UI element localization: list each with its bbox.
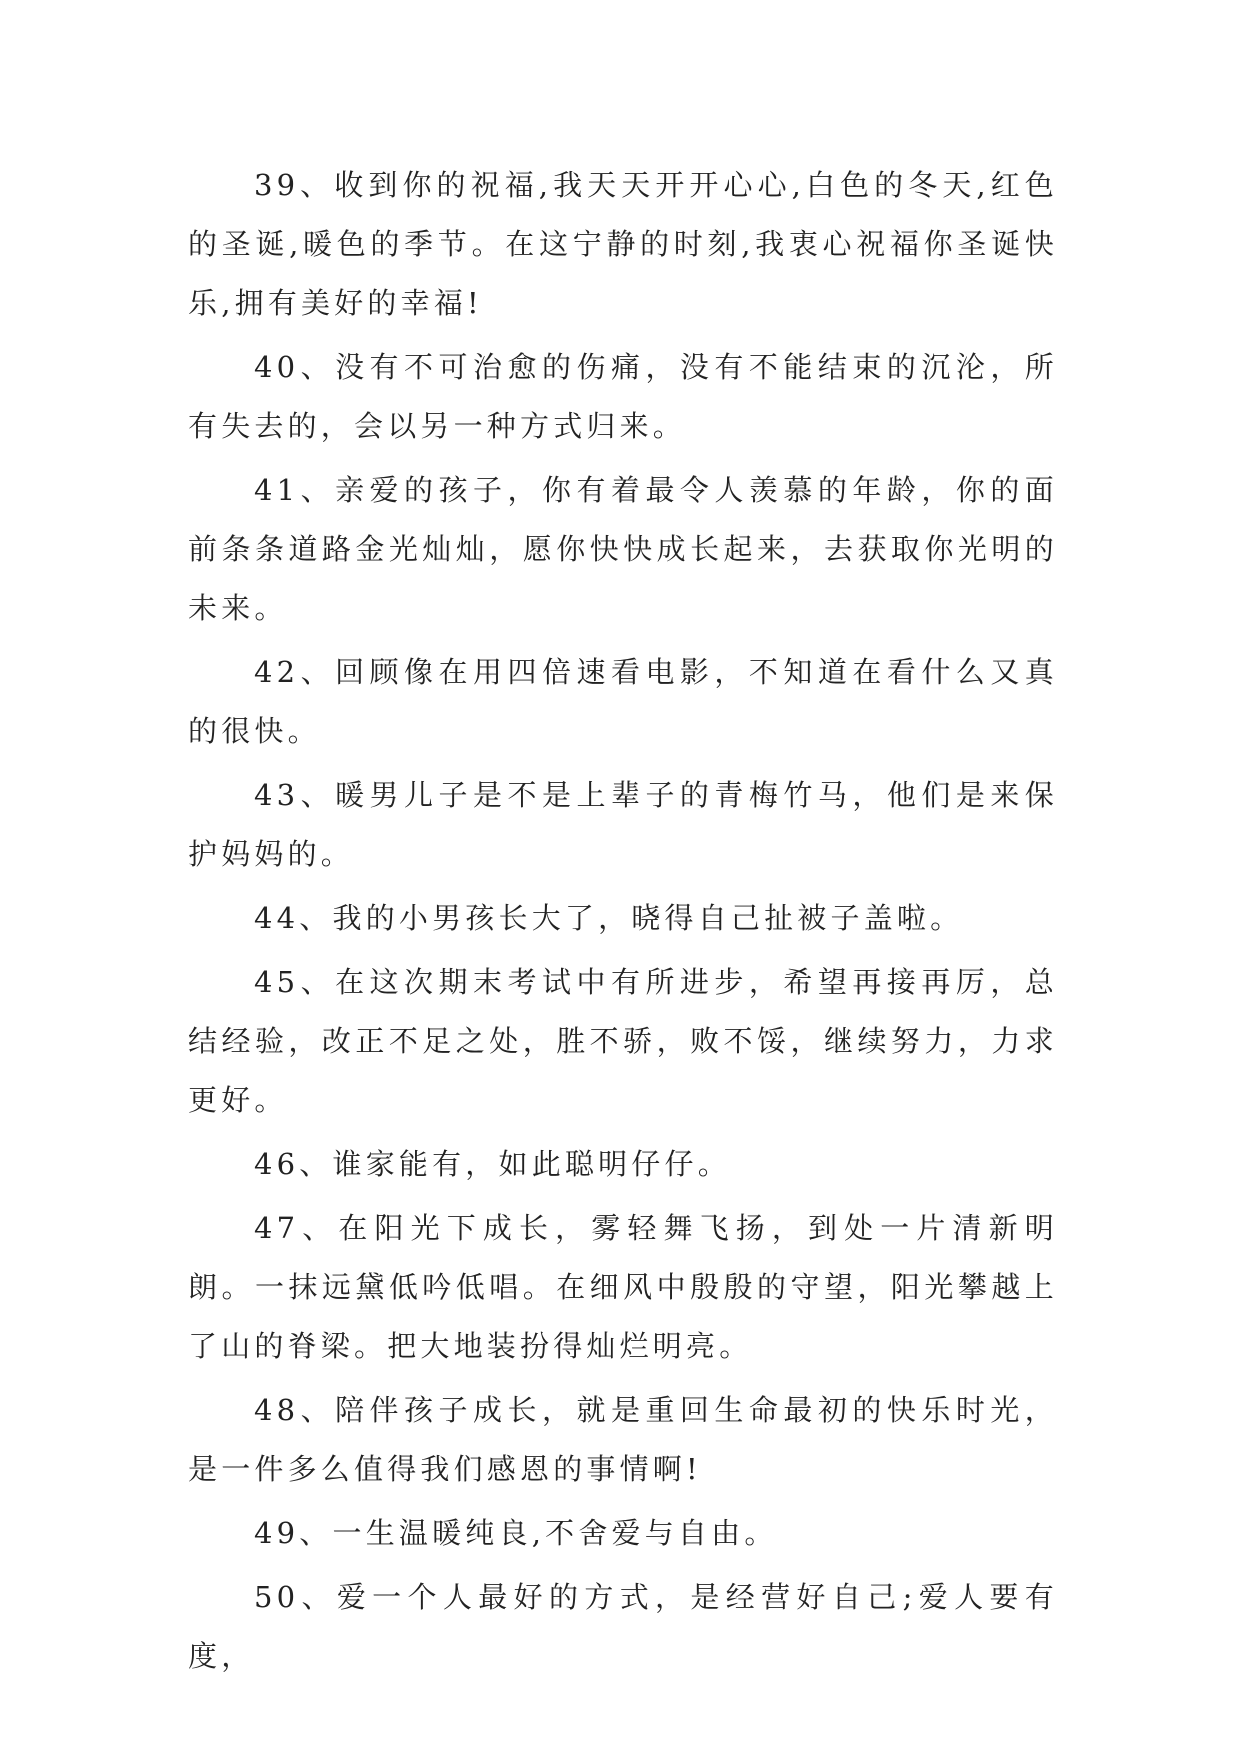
paragraph-47: 47、在阳光下成长，雾轻舞飞扬，到处一片清新明朗。一抹远黛低吟低唱。在细风中殷殷的守望，阳光攀越上了山的脊梁。把大地装扮得灿烂明亮。 [188, 1211, 1058, 1363]
paragraph-42: 42、回顾像在用四倍速看电影，不知道在看什么又真的很快。 [188, 655, 1058, 748]
document-body [188, 156, 1058, 1691]
paragraph-41: 41、亲爱的孩子，你有着最令人羡慕的年龄，你的面前条条道路金光灿灿，愿你快快成长起来，去获取你光明的未来。 [188, 473, 1058, 625]
paragraph-40: 40、没有不可治愈的伤痛，没有不能结束的沉沦，所有失去的，会以另一种方式归来。 [188, 350, 1058, 443]
paragraph-43: 43、暖男儿子是不是上辈子的青梅竹马，他们是来保护妈妈的。 [188, 778, 1058, 871]
paragraph-50: 50、爱一个人最好的方式，是经营好自己;爱人要有度， [188, 1580, 1058, 1673]
paragraph-49: 49、一生温暖纯良,不舍爱与自由。 [254, 1516, 778, 1550]
paragraph-44: 44、我的小男孩长大了，晓得自己扯被子盖啦。 [254, 901, 964, 935]
paragraph-46: 46、谁家能有，如此聪明仔仔。 [254, 1147, 731, 1181]
paragraph-39: 39、收到你的祝福,我天天开开心心,白色的冬天,红色的圣诞,暖色的季节。在这宁静的时刻,我衷心祝福你圣诞快乐,拥有美好的幸福! [188, 168, 1058, 320]
paragraph-45: 45、在这次期末考试中有所进步，希望再接再厉，总结经验，改正不足之处，胜不骄，败不馁，继续努力，力求更好。 [188, 965, 1058, 1117]
paragraph-48: 48、陪伴孩子成长，就是重回生命最初的快乐时光，是一件多么值得我们感恩的事情啊! [188, 1393, 1058, 1486]
